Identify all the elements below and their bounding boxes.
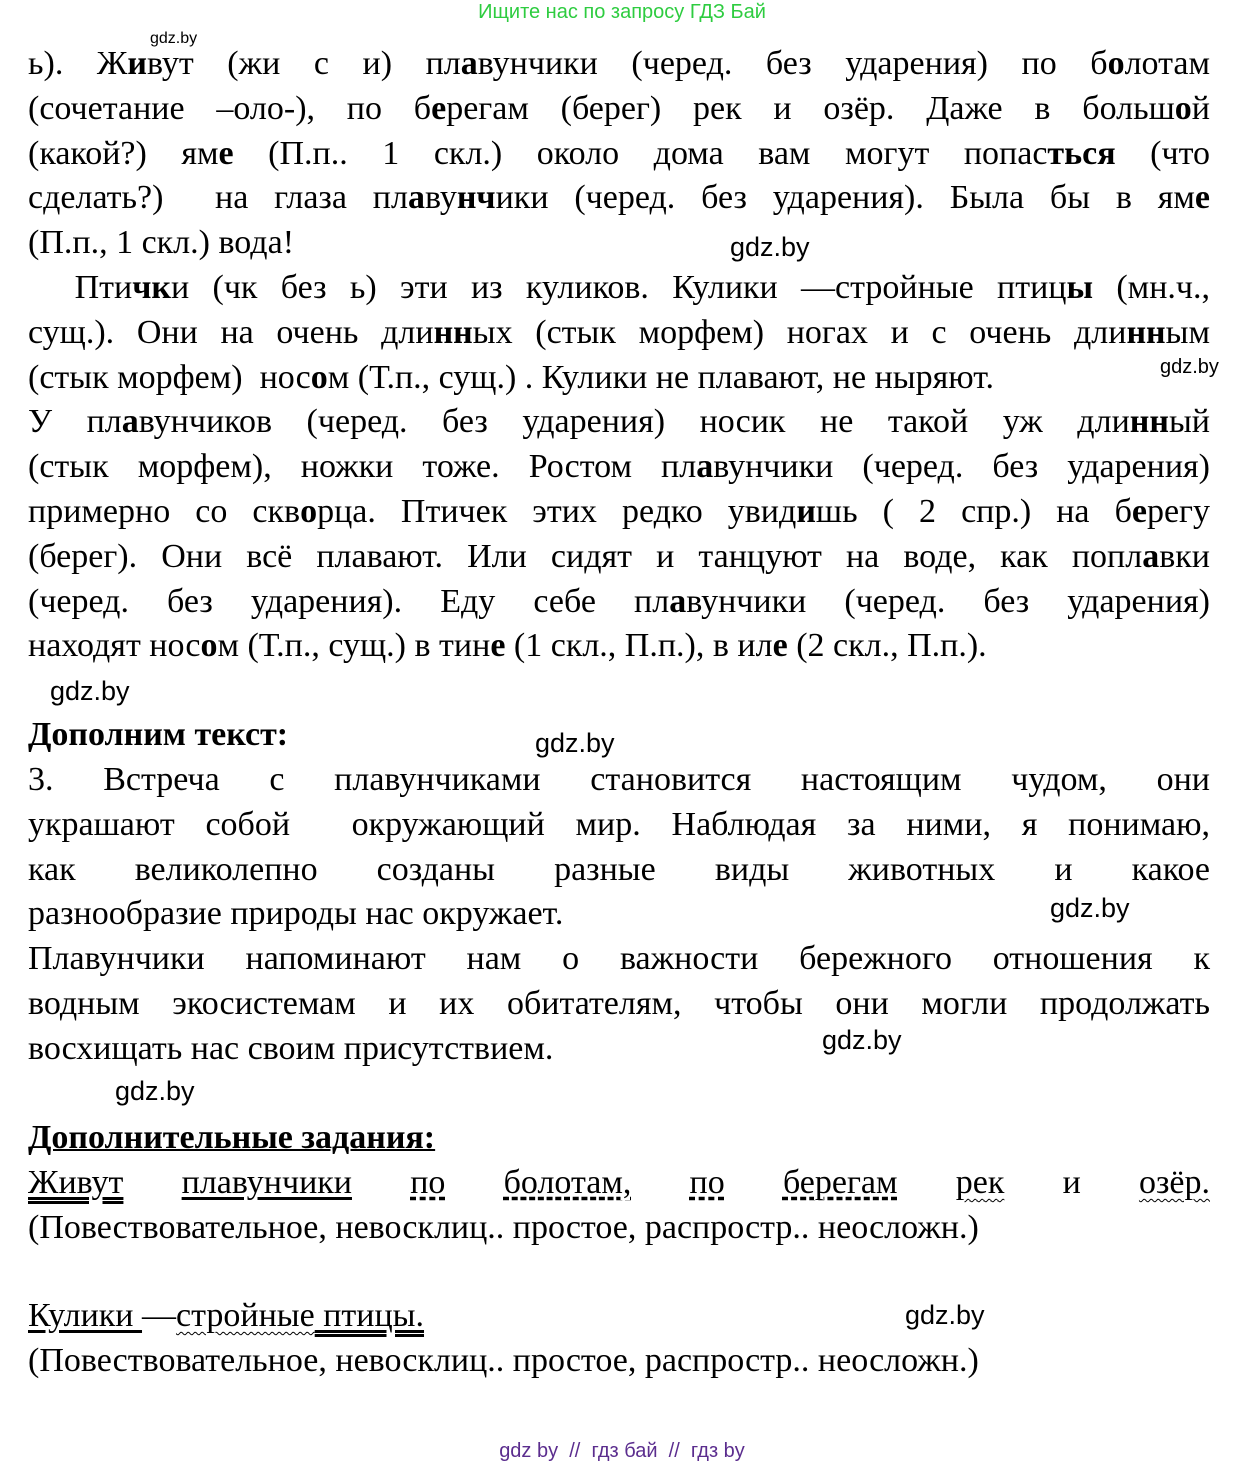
text-segment: (сочетание –оло-), по б bbox=[28, 89, 432, 127]
text-segment: (какой?) ям bbox=[28, 134, 219, 172]
sentence-member-single: плавунчики bbox=[181, 1164, 352, 1201]
heading-extra-tasks-text: Дополнительные задания: bbox=[28, 1119, 436, 1156]
highlighted-spelling: о bbox=[310, 358, 328, 396]
text-segment: ых (стык морфем) ногах и с очень дли bbox=[472, 313, 1127, 351]
sentence-member-none: и bbox=[1062, 1164, 1081, 1201]
text-segment: лотам bbox=[1124, 45, 1210, 82]
sentence-member-none: — bbox=[142, 1297, 177, 1334]
text-line bbox=[28, 580, 1210, 624]
text-line: водным экосистемам и их обитателям, чтобы они могли продолжать bbox=[28, 985, 1210, 1022]
text-segment: рца. Птичек этих редко увид bbox=[317, 493, 797, 530]
text-segment: У пл bbox=[28, 403, 122, 441]
text-line: Плавунчики напоминают нам о важности бережного отношения к bbox=[28, 940, 1210, 978]
text-line: 3. Встреча с плавунчиками становится настоящим чудом, они bbox=[28, 761, 1210, 798]
heading-supplement: Дополним текст: bbox=[28, 716, 289, 753]
watermark-site: gdz.by bbox=[1160, 356, 1219, 378]
text-line bbox=[28, 42, 1210, 86]
text-segment: регу bbox=[1146, 493, 1211, 530]
text-segment: ву bbox=[424, 179, 457, 217]
text-segment: сделать?) на глаза пл bbox=[28, 179, 408, 217]
highlighted-spelling: о bbox=[300, 493, 318, 530]
text-segment: вунчики (черед. без ударения) по б bbox=[477, 45, 1108, 82]
highlighted-spelling: нч bbox=[456, 179, 496, 217]
text-line bbox=[28, 266, 1210, 310]
highlighted-spelling: а bbox=[460, 45, 478, 82]
watermark-site: gdz.by bbox=[905, 1300, 985, 1330]
text-line bbox=[28, 400, 1210, 444]
highlighted-spelling: а bbox=[121, 403, 139, 441]
highlighted-spelling: о bbox=[200, 627, 218, 665]
text-line: восхищать нас своим присутствием. bbox=[28, 1029, 554, 1067]
text-line bbox=[28, 356, 1210, 400]
highlighted-spelling: о bbox=[1174, 89, 1192, 127]
text-segment: м (Т.п., сущ.) . Кулики не плавают, не ныряют. bbox=[327, 358, 995, 396]
text-line bbox=[28, 311, 1210, 355]
text-line bbox=[28, 87, 1210, 131]
watermark-site: gdz.by bbox=[115, 1076, 195, 1106]
text-line bbox=[28, 221, 1210, 265]
highlighted-spelling: а bbox=[669, 582, 687, 620]
text-segment: вут (жи с и) пл bbox=[146, 45, 461, 82]
text-line bbox=[28, 445, 1210, 489]
text-line bbox=[28, 132, 1210, 176]
text-segment: и (чк без ь) эти из куликов. Кулики —стройные птиц bbox=[171, 269, 1067, 306]
highlighted-spelling: ы bbox=[1066, 269, 1094, 306]
text-segment: (стык морфем), ножки тоже. Ростом пл bbox=[28, 448, 697, 486]
highlighted-spelling: ться bbox=[1047, 134, 1116, 172]
sentence-member-dashed: по bbox=[689, 1164, 725, 1201]
text-segment: ым bbox=[1165, 313, 1210, 351]
highlighted-spelling: е bbox=[490, 627, 506, 665]
highlighted-spelling: а bbox=[407, 179, 425, 217]
highlighted-spelling: о bbox=[1107, 45, 1125, 82]
text-segment: вки bbox=[1159, 537, 1210, 575]
highlighted-spelling: нн bbox=[1126, 313, 1166, 351]
text-segment: вунчики (черед. без ударения) bbox=[686, 582, 1211, 620]
sentence-member-dashed: по bbox=[410, 1164, 446, 1201]
text-segment: (П.п.. 1 скл.) около дома вам могут попас bbox=[233, 134, 1048, 172]
text-line: как великолепно созданы разные виды животных и какое bbox=[28, 850, 1210, 888]
text-segment: сущ.). Они на очень дли bbox=[28, 313, 434, 351]
text-segment: м (Т.п., сущ.) в тин bbox=[217, 627, 491, 665]
text-segment: (1 скл., П.п.), в ил bbox=[505, 627, 773, 665]
analyzed-sentence bbox=[28, 1294, 1210, 1338]
text-segment: й bbox=[1191, 89, 1210, 127]
highlighted-spelling: е bbox=[772, 627, 788, 665]
text-segment: ики (черед. без ударения). Была бы в ям bbox=[495, 179, 1195, 217]
text-segment: Пти bbox=[28, 269, 133, 306]
text-segment: находят нос bbox=[28, 627, 201, 665]
highlighted-spelling: е bbox=[431, 89, 447, 127]
text-segment: примерно со скв bbox=[28, 493, 301, 530]
text-segment: (мн.ч., bbox=[1093, 269, 1210, 306]
text-segment: (П.п., 1 скл.) вода! bbox=[28, 224, 295, 262]
sentence-member-single: Кулики bbox=[28, 1297, 143, 1334]
highlighted-spelling: нн bbox=[433, 313, 473, 351]
text-line bbox=[28, 490, 1210, 534]
watermark-site: gdz.by bbox=[730, 232, 810, 262]
sentence-member-double: птицы. bbox=[314, 1297, 425, 1334]
highlighted-spelling: и bbox=[796, 493, 816, 530]
watermark-site: gdz.by bbox=[50, 676, 130, 706]
watermark-site: gdz.by bbox=[150, 30, 198, 47]
bottom-watermark: gdz by // гдз бай // гдз by bbox=[499, 1440, 745, 1462]
sentence-characteristic: (Повествовательное, невосклиц.. простое, распростр.. неосложн.) bbox=[28, 1342, 979, 1379]
top-watermark: Ищите нас по запросу ГДЗ Бай bbox=[478, 1, 766, 23]
text-segment: (черед. без ударения). Еду себе пл bbox=[28, 582, 670, 620]
highlighted-spelling: а bbox=[696, 448, 714, 486]
text-line: украшают собой окружающий мир. Наблюдая за ними, я понимаю, bbox=[28, 805, 1210, 843]
highlighted-spelling: е bbox=[1131, 493, 1147, 530]
text-line bbox=[28, 176, 1210, 220]
sentence-member-dashed: болотам, bbox=[503, 1164, 632, 1201]
text-segment: (стык морфем) нос bbox=[28, 358, 311, 396]
sentence-member-dashed: берегам bbox=[782, 1164, 898, 1201]
text-segment: шь ( 2 спр.) на б bbox=[815, 493, 1132, 530]
watermark-site: gdz.by bbox=[822, 1025, 902, 1055]
text-segment: (2 скл., П.п.). bbox=[787, 627, 987, 665]
sentence-member-double: Живут bbox=[28, 1164, 124, 1201]
sentence-member-wavy: озёр. bbox=[1138, 1164, 1210, 1201]
highlighted-spelling: е bbox=[1194, 179, 1210, 217]
highlighted-spelling: чк bbox=[132, 269, 171, 306]
analyzed-sentence bbox=[28, 1161, 1210, 1205]
text-line: разнообразие природы нас окружает. bbox=[28, 895, 564, 933]
sentence-characteristic: (Повествовательное, невосклиц.. простое, распростр.. неосложн.) bbox=[28, 1209, 979, 1246]
highlighted-spelling: а bbox=[1142, 537, 1160, 575]
sentence-member-wavy: стройные bbox=[176, 1297, 315, 1334]
text-segment: ь). Ж bbox=[28, 45, 128, 82]
watermark-site: gdz.by bbox=[535, 728, 615, 758]
highlighted-spelling: и bbox=[127, 45, 147, 82]
text-segment: вунчиков (черед. без ударения) носик не такой уж дли bbox=[138, 403, 1130, 441]
highlighted-spelling: нн bbox=[1129, 403, 1169, 441]
sentence-member-wavy: рек bbox=[955, 1164, 1005, 1201]
text-line bbox=[28, 535, 1210, 579]
text-segment: ый bbox=[1168, 403, 1210, 441]
watermark-site: gdz.by bbox=[1050, 893, 1130, 923]
highlighted-spelling: е bbox=[218, 134, 234, 172]
heading-extra-tasks bbox=[28, 1116, 1210, 1160]
text-segment: (берег). Они всё плавают. Или сидят и танцуют на воде, как попл bbox=[28, 537, 1143, 575]
text-segment: регам (берег) рек и озёр. Даже в больш bbox=[446, 89, 1175, 127]
text-segment: вунчики (черед. без ударения) bbox=[713, 448, 1210, 486]
text-segment: (что bbox=[1115, 134, 1210, 172]
text-line bbox=[28, 624, 1210, 668]
